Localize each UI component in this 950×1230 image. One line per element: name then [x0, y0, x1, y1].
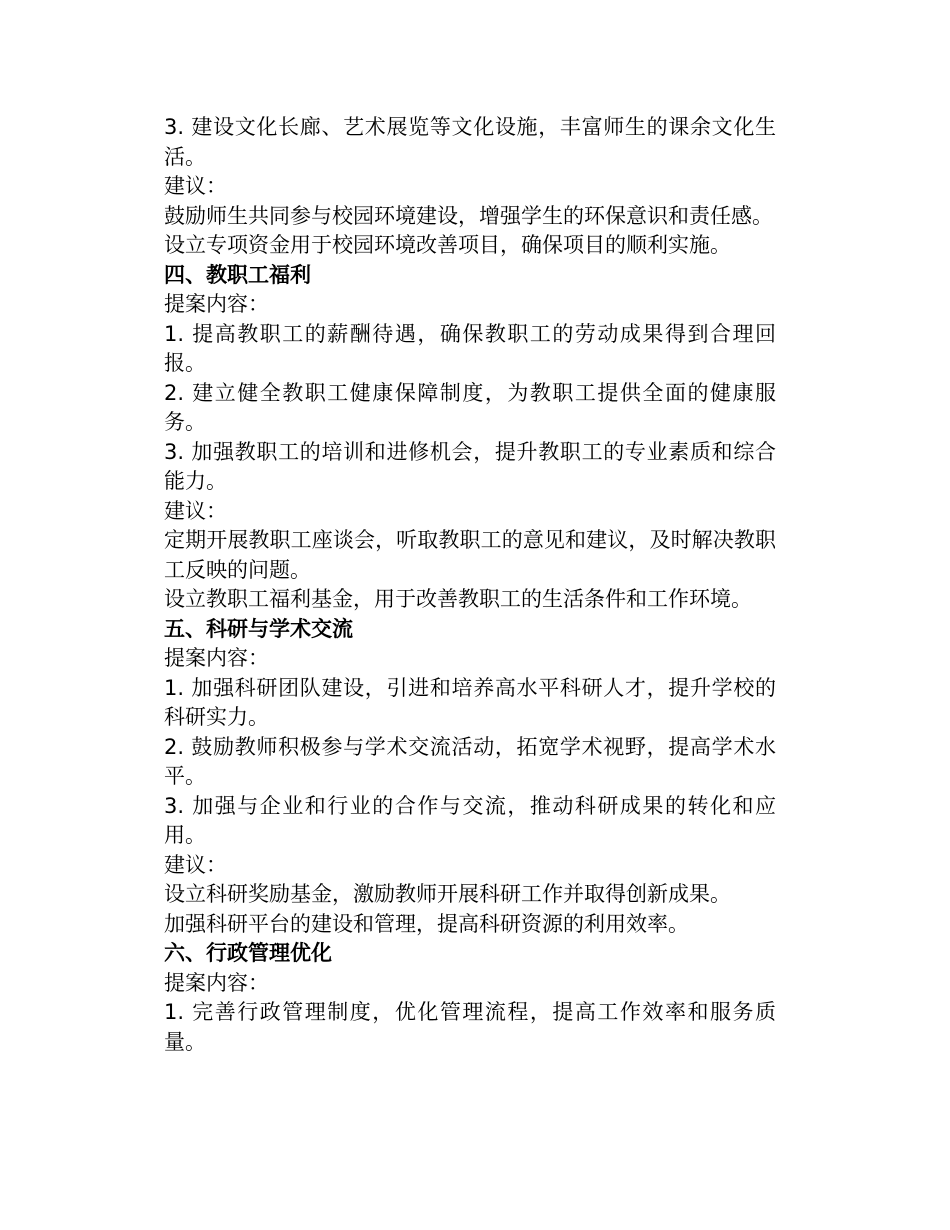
section-heading: 五、科研与学术交流: [164, 616, 353, 641]
paragraph: 设立教职工福利基金，用于改善教职工的生活条件和工作环境。: [164, 587, 752, 611]
paragraph: 加强科研平台的建设和管理，提高科研资源的利用效率。: [164, 911, 689, 936]
suggestion-label: 建议：: [164, 852, 227, 877]
proposal-label: 提案内容：: [164, 970, 269, 995]
suggestion-label: 建议：: [164, 498, 227, 523]
proposal-label: 提案内容：: [164, 646, 269, 670]
list-item: 3. 加强教职工的培训和进修机会，提升教职工的专业素质和综合能力。: [164, 439, 776, 493]
proposal-label: 提案内容：: [164, 292, 269, 316]
list-item: 2. 鼓励教师积极参与学术交流活动，拓宽学术视野，提高学术水平。: [164, 734, 776, 788]
list-item: 3. 加强与企业和行业的合作与交流，推动科研成果的转化和应用。: [164, 793, 776, 847]
list-item: 2. 建立健全教职工健康保障制度，为教职工提供全面的健康服务。: [164, 380, 776, 434]
paragraph: 定期开展教职工座谈会，听取教职工的意见和建议，及时解决教职工反映的问题。: [164, 528, 776, 582]
list-item: 3. 建设文化长廊、艺术展览等文化设施，丰富师生的课余文化生活。: [164, 115, 776, 169]
list-item: 1. 完善行政管理制度，优化管理流程，提高工作效率和服务质量。: [164, 1000, 776, 1054]
paragraph: 设立专项资金用于校园环境改善项目，确保项目的顺利实施。: [164, 233, 731, 257]
section-heading: 四、教职工福利: [164, 262, 311, 287]
paragraph: 鼓励师生共同参与校园环境建设，增强学生的环保意识和责任感。: [164, 203, 773, 228]
section-heading: 六、行政管理优化: [164, 941, 332, 965]
document-page: [164, 113, 776, 1057]
list-item: 1. 提高教职工的薪酬待遇，确保教职工的劳动成果得到合理回报。: [164, 321, 776, 375]
suggestion-label: 建议：: [164, 174, 227, 198]
list-item: 1. 加强科研团队建设，引进和培养高水平科研人才，提升学校的科研实力。: [164, 675, 776, 729]
paragraph: 设立科研奖励基金，激励教师开展科研工作并取得创新成果。: [164, 882, 731, 906]
